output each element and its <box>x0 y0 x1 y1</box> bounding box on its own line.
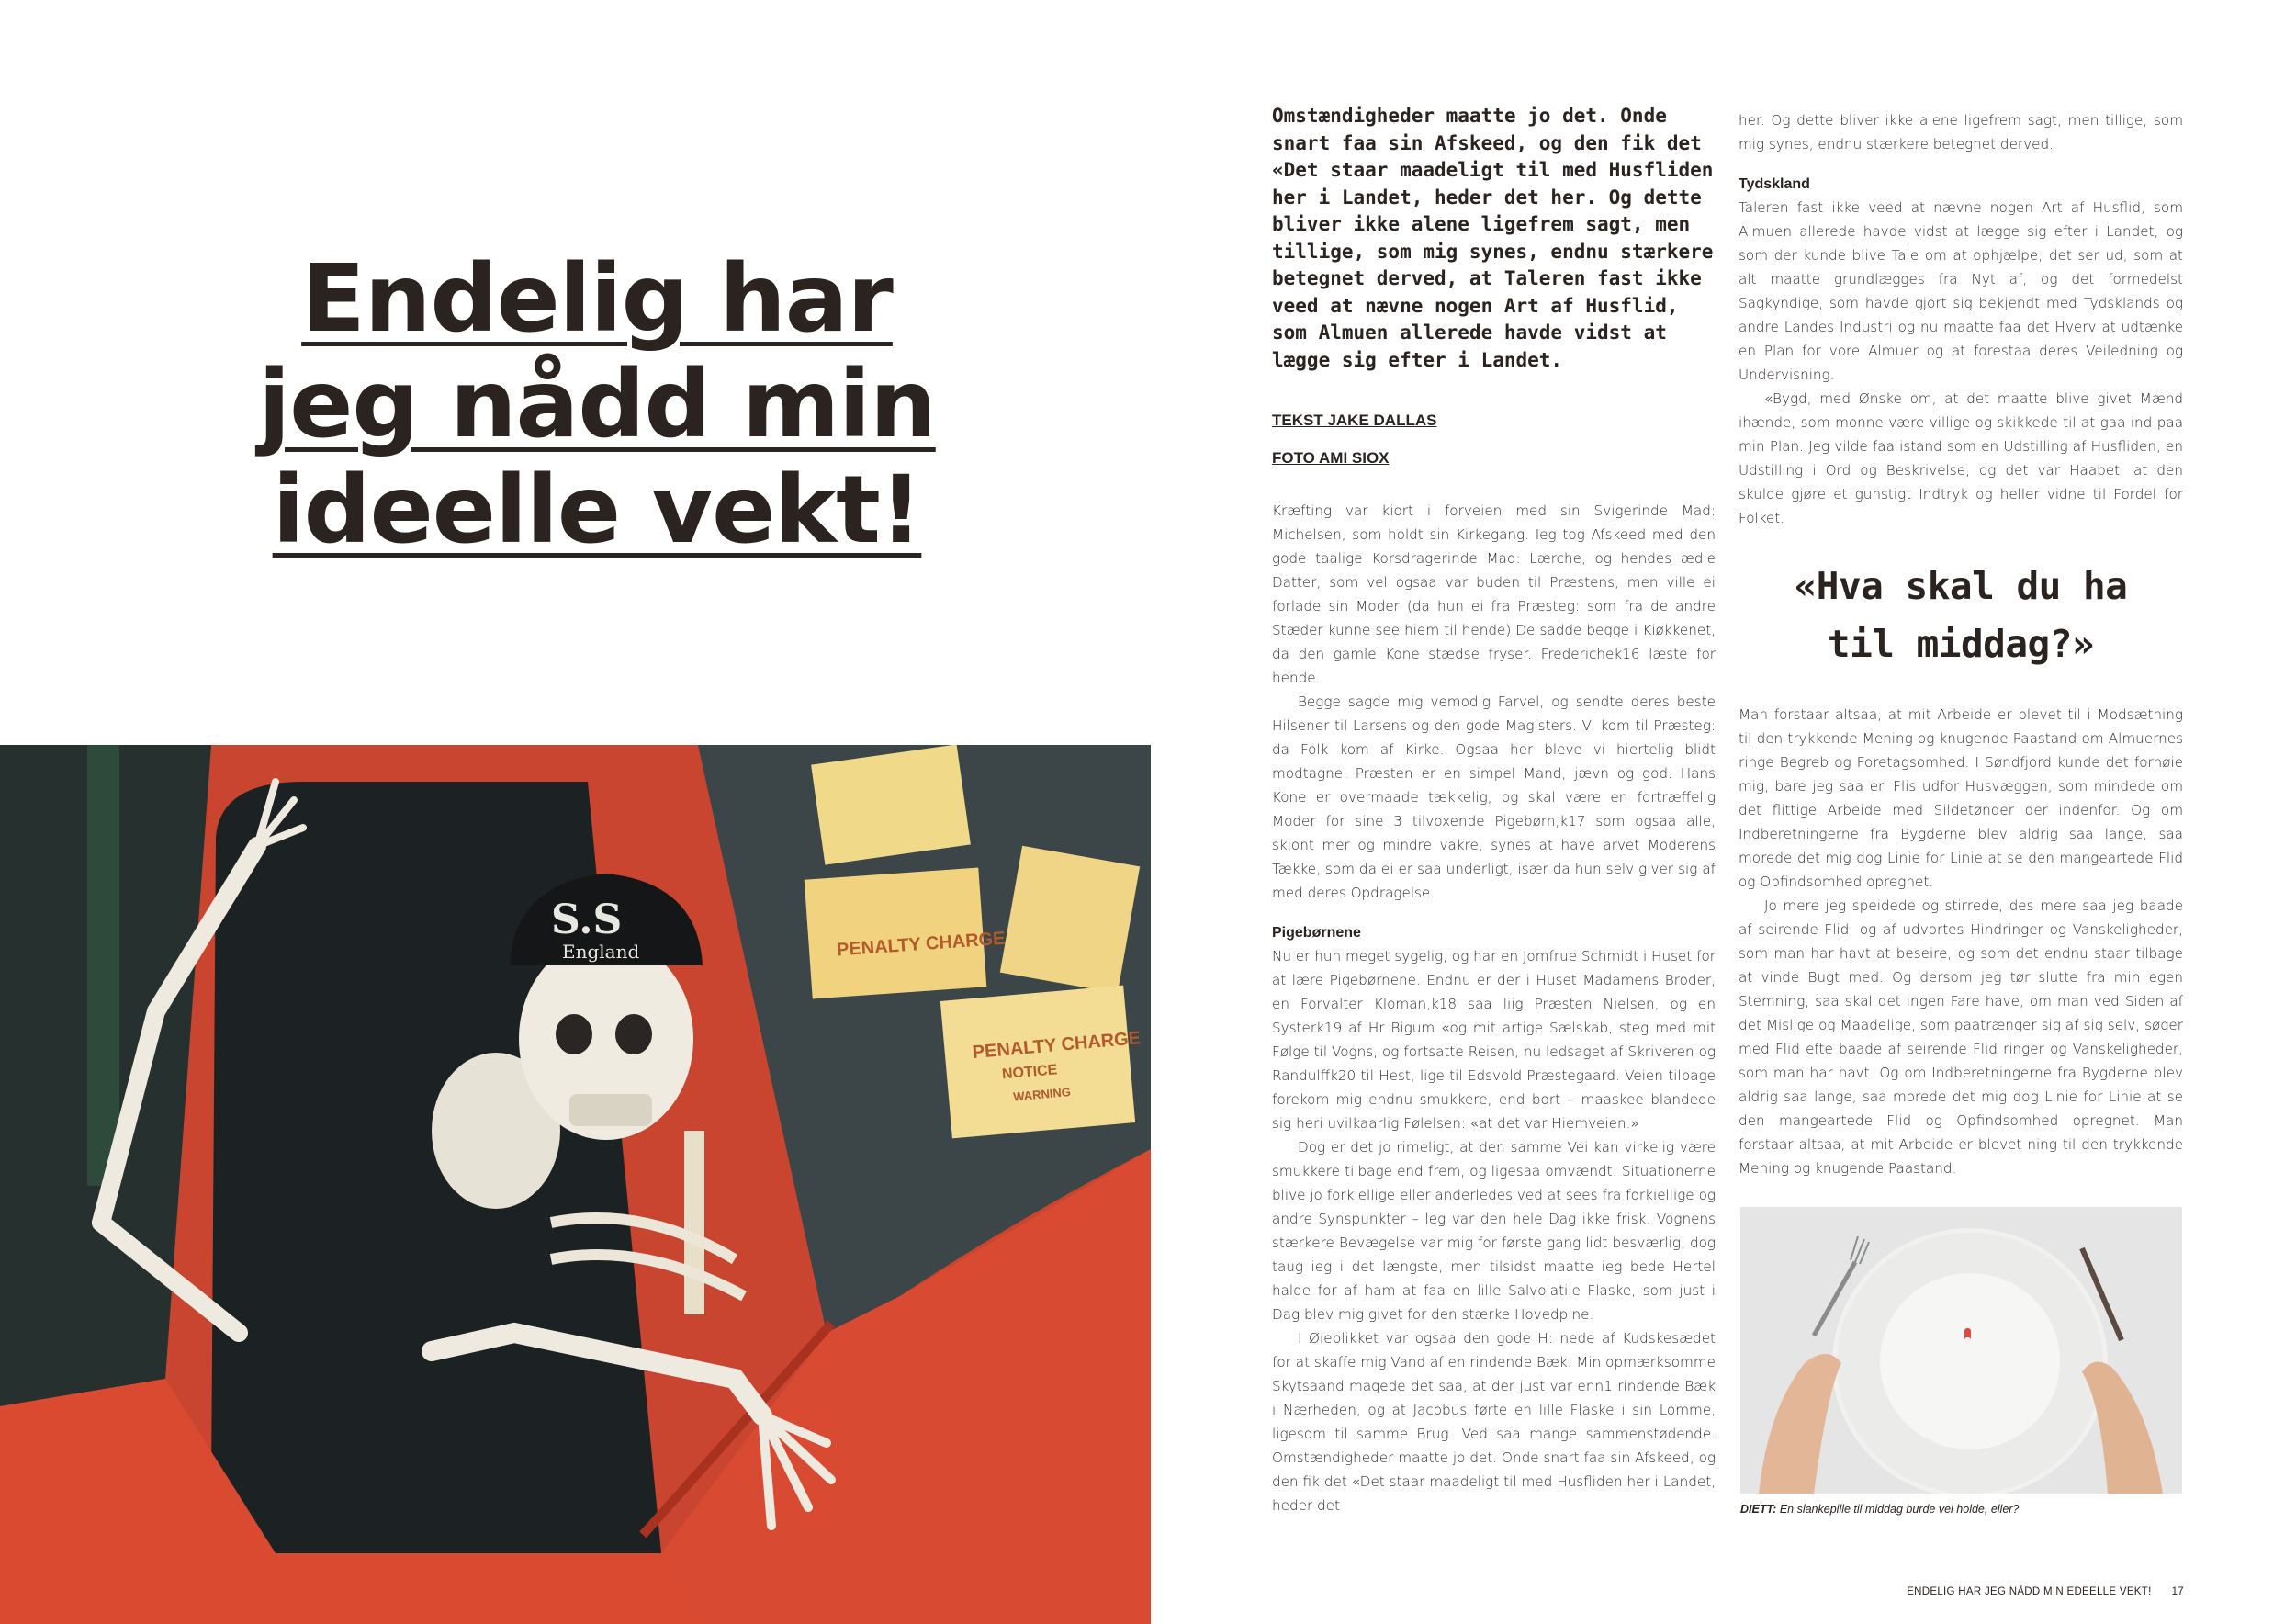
headline-line-3: ideelle vekt! <box>272 456 922 565</box>
svg-text:PENALTY CHARGE: PENALTY CHARGE <box>971 1028 1142 1064</box>
pull-quote-line-2: til middag?» <box>1827 622 2095 666</box>
body-paragraph: her. Og dette bliver ikke alene ligefrem sagt, men tillige, som mig synes, endnu stærkere betegnet derved. <box>1739 112 2183 152</box>
caption-label: DIETT: <box>1740 1503 1777 1516</box>
svg-text:S.S: S.S <box>551 897 623 943</box>
body-paragraph: Kræfting var kiort i forveien med sin Svigerinde Mad: Michelsen, som holdt sin Kirkegang. Ieg tog Afskeed med den gode taalige Korsdragerinde Mad: Lærche, og hendes ædle Datter, som vel ogsaa var buden til Præstens, men ville ei forlade sin Moder (da hun ei fra Præsteg: som fra de andre Stæder kunne see hiem til hende) De sadde begge i Kiøkkenet, da den gamle Kone stædse fryser. Frederichek16 læste for hende. <box>1272 502 1716 686</box>
body-paragraph: I Øieblikket var ogsaa den gode H: nede af Kudskesædet for at skaffe mig Vand af en rindende Bæk. Min opmærksomme Skytsaand magede det saa, at der just var enn1 rindende Bæk i Nærheden, og at Jacobus førte en lille Flaske i sin Lomme, ligesom til samme Brug. Ved saa mange sammenstødende. Omstændigheder maatte jo det. Onde snart faa sin Afskeed, og den fik det «Det staar maadeligt til med Husfliden her i Landet, heder det <box>1272 1330 1716 1514</box>
headline-line-2: jeg nådd min <box>258 350 936 459</box>
body-paragraph: Nu er hun meget sygelig, og har en Jomfrue Schmidt i Huset for at lære Pigebørnene. Endnu er der i Huset Madamens Broder, en Forvalter Kloman,k18 saa liig Præsten Nielsen, og en Systerk19 af Hr Bigum «og mit artige Sælskab, steg med mit Følge til Vogns, og fortsatte Reisen, nu ledsaget af Skriveren og Randulffk20 til Hest, lige til Edsvold Præstegaard. Veien tilbage forekom mig endnu smukkere, end bort – maaskee blandede sig heri uvilkaarlig Følelsen: «at det var Hiemveien.» <box>1272 948 1716 1132</box>
svg-text:NOTICE: NOTICE <box>1001 1062 1059 1083</box>
subhead-tydskland: Tydskland <box>1739 176 1810 192</box>
credit-text: TEKST JAKE DALLAS <box>1272 412 1437 429</box>
intro-text: Omstændigheder maatte jo det. Onde snart faa sin Afskeed, og den fik det «Det staar maadeligt til med Husfliden her i Landet, heder det her. Og dette bliver ikke alene ligefrem sagt, men tillige, som mig synes, endnu stærkere betegnet derved, at Taleren fast ikke veed at nævne nogen Art af Husflid, som Almuen allerede havde vidst at lægge sig efter i Landet. <box>1272 105 1714 371</box>
credit-photo: FOTO AMI SIOX <box>1272 449 1390 467</box>
body-paragraph: «Bygd, med Ønske om, at det maatte blive givet Mænd ihænde, som monne være villige og skikkede til at gaa ind paa min Plan. Jeg vilde faa istand som en Udstilling af Husfliden, en Udstilling i Ord og Beskrivelse, og det var Haabet, at den skulde gjøre et gunstigt Indtryk og heller vidne til Fordel for Folket. <box>1739 390 2183 526</box>
pull-quote <box>1739 558 2183 673</box>
svg-text:England: England <box>562 941 640 963</box>
svg-text:PENALTY CHARGE: PENALTY CHARGE <box>836 928 1007 961</box>
body-paragraph: Man forstaar altsaa, at mit Arbeide er blevet til i Modsætning til den trykkende Mening og knugende Paastand om Almuernes ringe Begreb og Foretagsomhed. I Søndfjord kunde det fornøie mig, bare jeg saa en Flis udfor Husvæggen, som mindede om det flittige Arbeide med Sildetønder der indenfor. Og om Indberetningerne fra Bygderne blev aldrig saa lange, saa morede det mig dog Linie for Linie at se den mangeartede Flid og Opfindsomhed opregnet. <box>1739 706 2183 890</box>
page-number: 17 <box>2171 1586 2184 1597</box>
body-paragraph: Dog er det jo rimeligt, at den samme Vei kan virkelig være smukkere tilbage end frem, og ligesaa omvændt: Situationerne blive jo forkiellige eller anderledes ved at sees fra forkiellige og andre Synspunkter – leg var den hele Dag ikke frisk. Vognens stærkere Bevægelse var mig for første gang lidt besværlig, dog taug ieg i det længste, men tilsidst maatte ieg bede Hertel halde for af ham at faa en lille Salvolatile Flaske, som just i Dag blev mig givet for den stærke Hovedpine. <box>1272 1139 1716 1323</box>
photo-plate-with-pill <box>1740 1207 2182 1494</box>
caption-text: En slankepille til middag burde vel holde, eller? <box>1776 1503 2020 1516</box>
headline <box>257 246 937 563</box>
page-footer <box>1907 1586 2184 1597</box>
svg-text:WARNING: WARNING <box>1012 1085 1072 1104</box>
column-a <box>1272 103 1716 1517</box>
subhead-pigebornene: Pigebørnene <box>1272 925 1361 941</box>
photo-caption <box>1740 1503 2182 1516</box>
photo-skeletons-in-car <box>0 745 1151 1624</box>
column-b <box>1739 108 2183 1180</box>
body-paragraph: Begge sagde mig vemodig Farvel, og sendte deres beste Hilsener til Larsens og den gode Magisters. Vi kom til Præsteg: da Folk kom af Kirke. Ogsaa her bleve vi hiertelig blidt modtagne. Præsten er en simpel Mand, jævn og god. Hans Kone er overmaade tækkelig, og skal være en fortræffelig Moder for sine 3 tilvoxende Pigebørn,k17 som ogsaa alle, skiont mer og mindre vakre, synes at have arvet Moderens Tække, som da ei er saa underligt, især da hun selv giver sig af med deres Opdragelse. <box>1272 694 1716 901</box>
headline-line-1: Endelig har <box>301 244 893 354</box>
pull-quote-line-1: «Hva skal du ha <box>1794 564 2128 608</box>
body-paragraph: Taleren fast ikke veed at nævne nogen Art af Husflid, som Almuen allerede havde vidst at lægge sig efter i Landet, og som der kunde blive Tale om at ophjælpe; det ser ud, som at alt maatte grundlægges fra Nyt af, og det formedelst Sagkyndige, som havde gjort sig bekjendt med Tydsklands og andre Landes Industri og nu maatte faa det Hverv at udtænke en Plan for vore Almuer og at forestaa deres Veiledning og Undervisning. <box>1739 199 2183 383</box>
body-paragraph: Jo mere jeg speidede og stirrede, des mere saa jeg baade af seirende Flid, og af udvortes Hindringer og Vanskeligheder, som man har havt at beseire, og som det endnu staar tilbage at vinde Bugt med. Og dersom jeg tør slutte fra min egen Stemning, saa skal det ingen Fare have, om man ved Siden af det Mislige og Maadelige, som paatrænger sig af sig selv, søger med Flid efte baade af seirende Flid ringer og Vanskeligheder, som man har havt. Og om Indberetningerne fra Bygderne blev aldrig saa lange, saa morede det mig dog Linie for Linie at se den mangeartede Flid og Opfindsomhed opregnet. Man forstaar altsaa, at mit Arbeide er blevet ning til den trykkende Mening og knugende Paastand. <box>1739 897 2183 1177</box>
running-title: ENDELIG HAR JEG NÅDD MIN EDEELLE VEKT! <box>1907 1586 2152 1597</box>
